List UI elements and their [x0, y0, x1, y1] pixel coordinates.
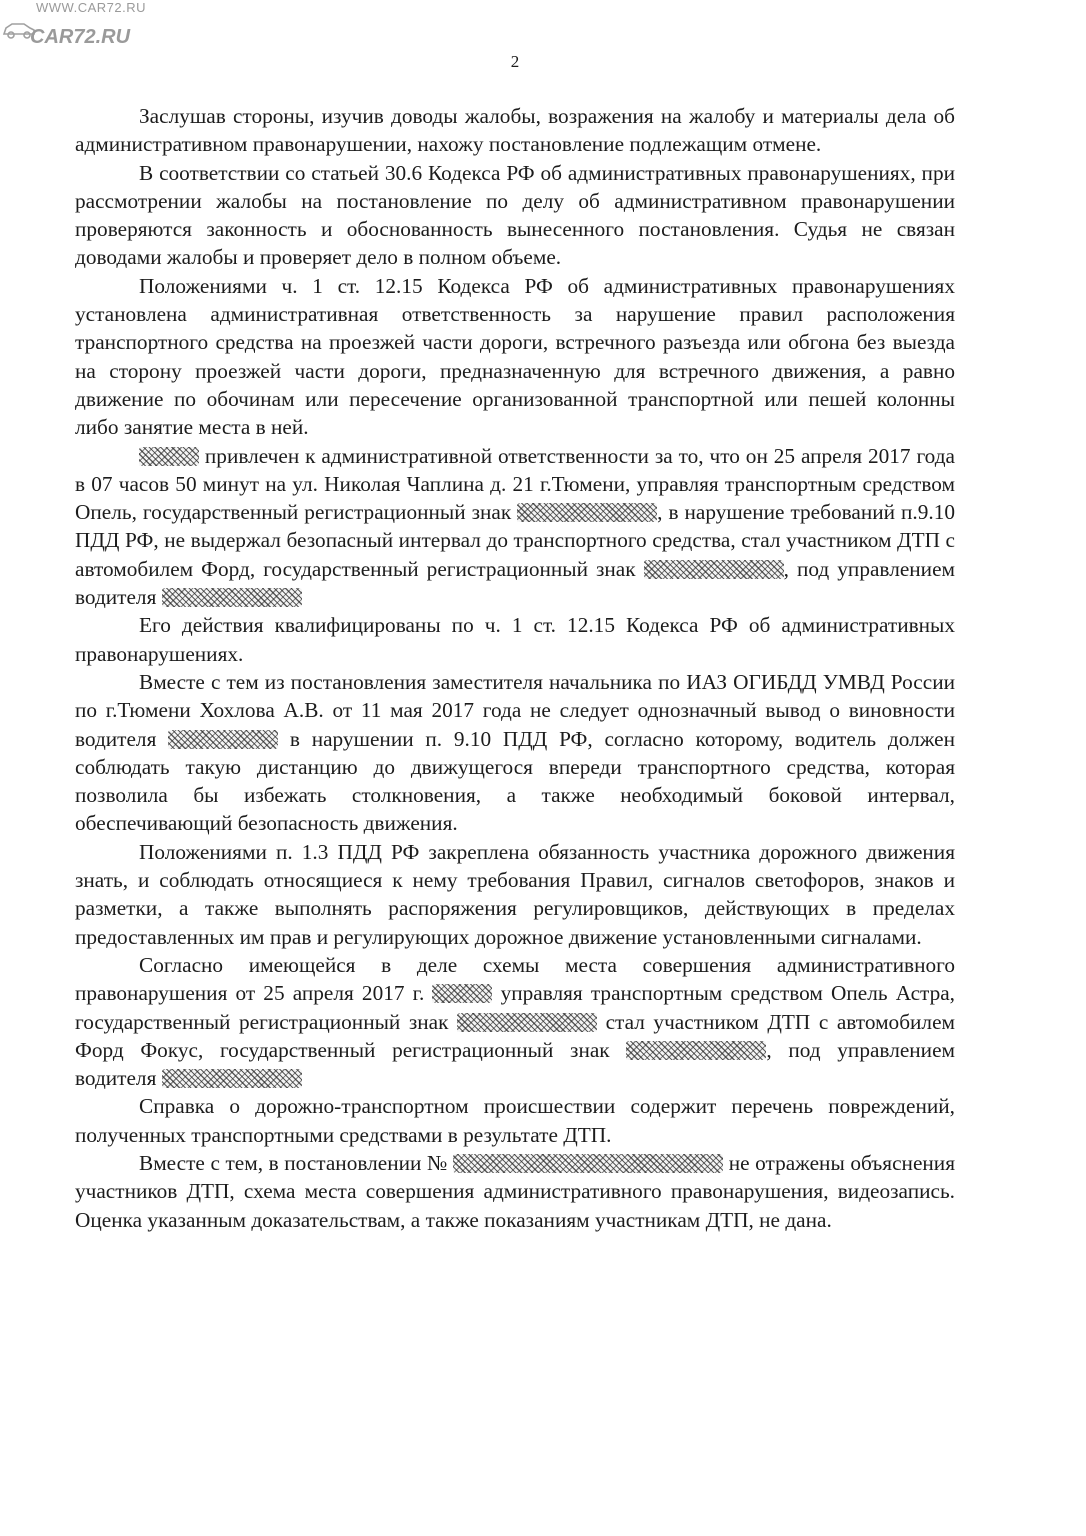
redacted-text	[162, 588, 302, 607]
redacted-text	[162, 1069, 302, 1088]
paragraph-text: стал участником ДТП с автомобилем Форд Фокус, государственный регистрационный знак	[75, 1009, 955, 1062]
redacted-text	[626, 1041, 766, 1060]
page-number: 2	[510, 52, 520, 71]
paragraph: Справка о дорожно-транспортном происшествии содержит перечень повреждений, полученных транспортными средствами в результате ДТП.	[75, 1094, 955, 1147]
redacted-text	[457, 1013, 597, 1032]
paragraph: Положениями ч. 1 ст. 12.15 Кодекса РФ об административных правонарушениях установлена административная ответственность за нарушение правил расположения транспортного средства на проезжей части дороги, встречного разъезда или обгона без выезда на сторону проезжей части дороги, предназначенную для встречного движения, а равно движение по обочинам или пересечение организованной транспортной или пешей колонны либо занятие места в ней.	[75, 273, 955, 440]
paragraph	[75, 1149, 955, 1234]
paragraph: В соответствии со статьей 30.6 Кодекса РФ об административных правонарушениях, при рассмотрении жалобы на постановление по делу об административном правонарушении проверяются законность и обоснованность вынесенного постановления. Судья не связан доводами жалобы и проверяет дело в полном объеме.	[75, 160, 955, 270]
paragraph-text: в нарушении п. 9.10 ПДД РФ, согласно которому, водитель должен соблюдать такую дистанцию до движущегося впереди транспортного средства, которая позволила бы избежать столкновения, а также необходимый боковой интервал, обеспечивающий безопасность движения.	[75, 726, 955, 836]
paragraph-text: , под управлением водителя	[75, 1037, 956, 1091]
paragraph	[75, 442, 955, 612]
paragraph-text: Согласно имеющейся в деле схемы места совершения административного правонарушения от 25 апреля 2017 г.	[75, 952, 955, 1006]
document-body	[75, 102, 955, 1234]
paragraph: Его действия квалифицированы по ч. 1 ст. 12.15 Кодекса РФ об административных правонарушениях.	[75, 613, 955, 666]
paragraph-text: управляя транспортным средством Опель Астра, государственный регистрационный знак	[75, 981, 956, 1034]
paragraph-text: , под управлением водителя	[75, 556, 956, 610]
watermark-logo: CAR72.RU	[30, 26, 131, 48]
redacted-text	[517, 503, 657, 522]
redacted-text	[644, 560, 784, 579]
redacted-text	[168, 730, 278, 749]
paragraph-text: Вместе с тем, в постановлении №	[139, 1150, 454, 1175]
paragraph	[75, 668, 955, 838]
paragraph-text: , в нарушение требований п.9.10 ПДД РФ, не выдержал безопасный интервал до транспортного средства, стал участником ДТП с автомобилем Форд, государственный регистрационный знак	[75, 500, 955, 581]
watermark-url: WWW.CAR72.RU	[36, 0, 146, 15]
paragraph-text: не отражены объяснения участников ДТП, схема места совершения административного правонарушения, видеозапись. Оценка указанным доказательствам, а также показаниям участникам ДТП, не дана.	[75, 1150, 955, 1232]
watermark	[2, 0, 162, 52]
paragraph: Заслушав стороны, изучив доводы жалобы, возражения на жалобу и материалы дела об административном правонарушении, нахожу постановление подлежащим отмене.	[75, 104, 955, 157]
redacted-text	[139, 447, 199, 466]
redacted-text	[432, 984, 492, 1003]
paragraph: Положениями п. 1.3 ПДД РФ закреплена обязанность участника дорожного движения знать, и соблюдать относящиеся к нему требования Правил, сигналов светофоров, знаков и разметки, а также выполнять распоряжения регулировщиков, действующих в пределах предоставленных им прав и регулирующих дорожное движение установленными сигналами.	[75, 839, 955, 949]
paragraph	[75, 951, 955, 1092]
redacted-text	[453, 1154, 723, 1173]
paragraph-text: Вместе с тем из постановления заместителя начальника по ИАЗ ОГИБДД УМВД России по г.Тюмени Хохлова А.В. от 11 мая 2017 года не следует однозначный вывод о виновности водителя	[75, 669, 955, 751]
paragraph-text: привлечен к административной ответственности за то, что он 25 апреля 2017 года в 07 часов 50 минут на ул. Николая Чаплина д. 21 г.Тюмени, управляя транспортным средством Опель, государственный регистрационный знак	[75, 443, 955, 525]
